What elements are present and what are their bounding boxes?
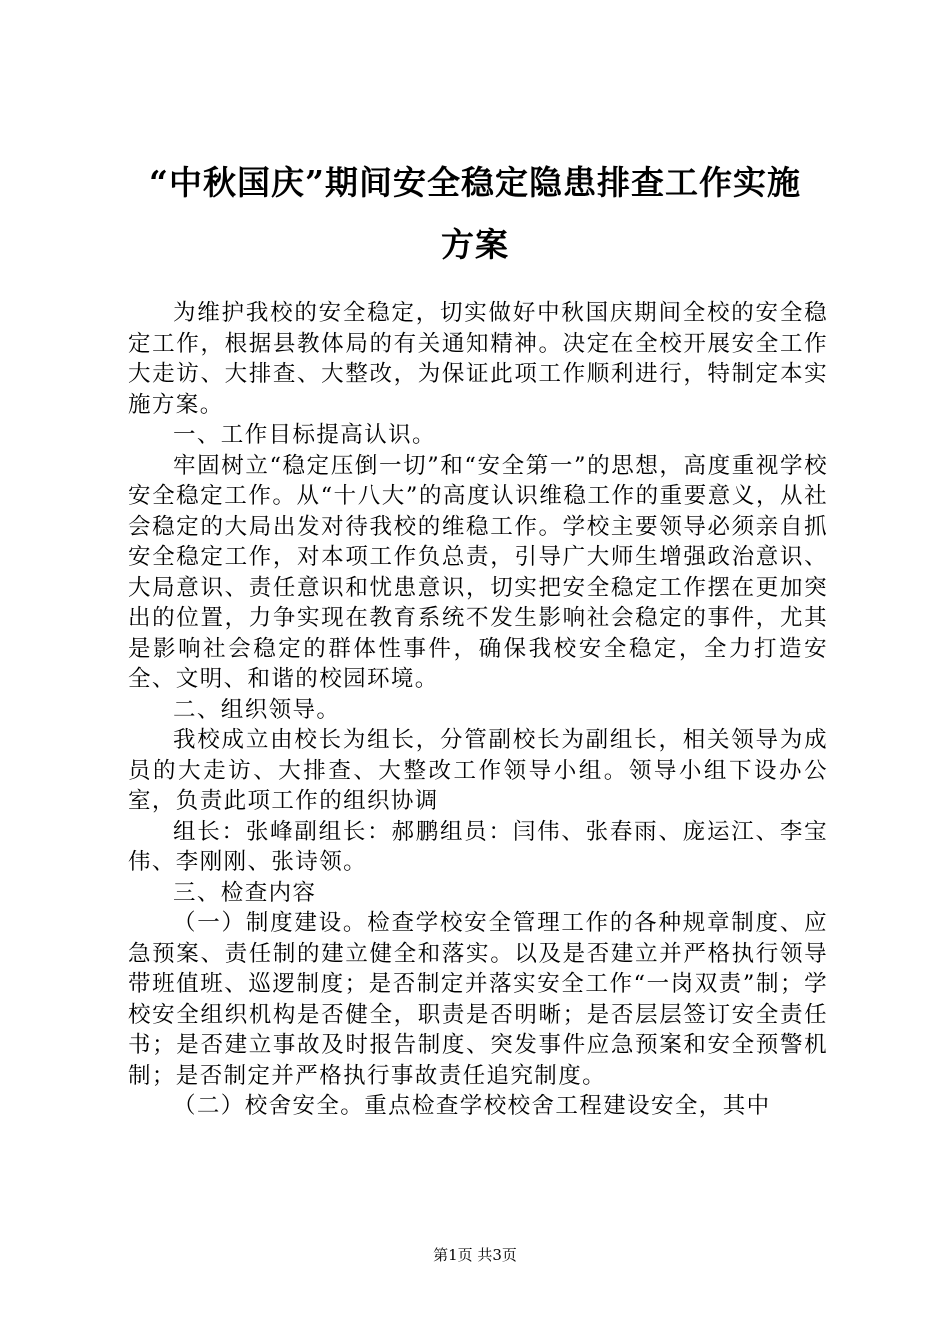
document-title-line-2: 方案 (441, 225, 509, 264)
paragraph-members: 组长：张峰副组长：郝鹏组员：闫伟、张春雨、庞运江、李宝伟、李刚刚、张诗领。 (128, 818, 828, 875)
heading-section-2: 二、组织领导。 (173, 696, 341, 723)
paragraph-item-1: （一）制度建设。检查学校安全管理工作的各种规章制度、应急预案、责任制的建立健全和落实。以及是否建立并严格执行领导带班值班、巡逻制度；是否制定并落实安全工作“一岗双责”制；学校安全组织机构是否健全，职责是否明晰；是否层层签订安全责任书；是否建立事故及时报告制度、突发事件应急预案和安全预警机制；是否制定并严格执行事故责任追究制度。 (128, 910, 828, 1089)
document-title-line-1: “中秋国庆”期间安全稳定隐患排查工作实施 (149, 163, 801, 202)
heading-section-1: 一、工作目标提高认识。 (173, 422, 436, 448)
paragraph-section-1: 牢固树立“稳定压倒一切”和“安全第一”的思想，高度重视学校安全稳定工作。从“十八大”的高度认识维稳工作的重要意义，从社会稳定的大局出发对待我校的维稳工作。学校主要领导必须亲自抓安全稳定工作，对本项工作负总责，引导广大师生增强政治意识、大局意识、责任意识和忧患意识，切实把安全稳定工作摆在更加突出的位置，力争实现在教育系统不发生影响社会稳定的事件，尤其是影响社会稳定的群体性事件，确保我校安全稳定，全力打造安全、文明、和谐的校园环境。 (128, 452, 828, 692)
heading-section-3: 三、检查内容 (173, 879, 317, 906)
paragraph-section-2: 我校成立由校长为组长，分管副校长为副组长，相关领导为成员的大走访、大排查、大整改工作领导小组。领导小组下设办公室，负责此项工作的组织协调 (128, 727, 828, 814)
document-body (128, 298, 828, 1122)
paragraph-intro: 为维护我校的安全稳定，切实做好中秋国庆期间全校的安全稳定工作，根据县教体局的有关通知精神。决定在全校开展安全工作大走访、大排查、大整改，为保证此项工作顺利进行，特制定本实施方案。 (128, 300, 828, 418)
paragraph-item-2: （二）校舍安全。重点检查学校校舍工程建设安全，其中 (173, 1093, 771, 1119)
page-footer: 第1页 共3页 (433, 1246, 517, 1264)
